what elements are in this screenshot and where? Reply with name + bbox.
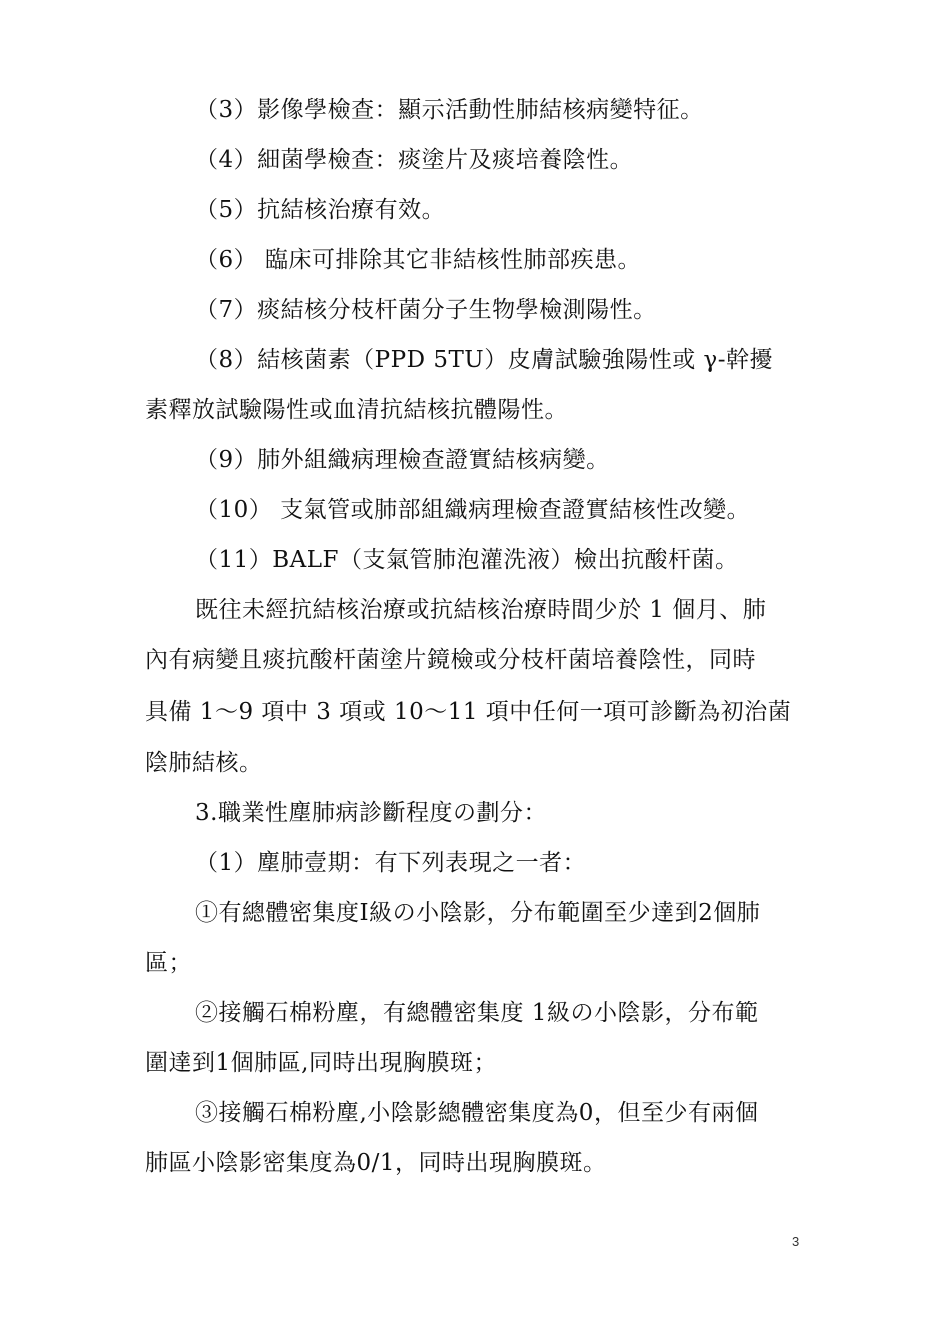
criterion-1-line-2: 區；: [145, 950, 192, 976]
criterion-1-line-1: ①有總體密集度I級の小陰影，分布範圍至少達到2個肺: [195, 900, 761, 926]
criterion-3-line-1: ③接觸石棉粉塵,小陰影總體密集度為0，但至少有兩個: [195, 1100, 759, 1126]
list-item-10: （10） 支氣管或肺部組織病理檢查證實結核性改變。: [195, 497, 751, 523]
list-item-5: （5）抗結核治療有效。: [195, 197, 446, 223]
list-item-3: （3）影像學檢查：顯示活動性肺結核病變特征。: [195, 97, 704, 123]
diagnosis-paragraph-line-3: 具備 1～9 項中 3 項或 10～11 項中任何一項可診斷為初治菌: [145, 699, 792, 725]
list-item-11: （11）BALF（支氣管肺泡灌洗液）檢出抗酸杆菌。: [195, 547, 739, 573]
criterion-2-line-1: ②接觸石棉粉塵，有總體密集度 1級の小陰影，分布範: [195, 1000, 759, 1026]
diagnosis-paragraph-line-4: 陰肺結核。: [145, 750, 263, 776]
list-item-6: （6） 臨床可排除其它非結核性肺部疾患。: [195, 247, 641, 273]
page-number: 3: [792, 1234, 800, 1249]
section-heading: 3.職業性塵肺病診斷程度の劃分：: [195, 800, 547, 826]
diagnosis-paragraph-line-2: 內有病變且痰抗酸杆菌塗片鏡檢或分枝杆菌培養陰性，同時: [145, 647, 756, 673]
stage-one-heading: （1）塵肺壹期：有下列表現之一者：: [195, 850, 587, 876]
criterion-2-line-2: 圍達到1個肺區,同時出現胸膜斑；: [145, 1050, 497, 1076]
list-item-4: （4）細菌學檢查：痰塗片及痰培養陰性。: [195, 147, 634, 173]
list-item-9: （9）肺外組織病理檢查證實結核病變。: [195, 447, 610, 473]
criterion-3-line-2: 肺區小陰影密集度為0/1，同時出現胸膜斑。: [145, 1150, 607, 1176]
diagnosis-paragraph-line-1: 既往未經抗結核治療或抗結核治療時間少於 1 個月、肺: [195, 597, 767, 623]
list-item-8-line-2: 素釋放試驗陽性或血清抗結核抗體陽性。: [145, 397, 568, 423]
list-item-7: （7）痰結核分枝杆菌分子生物學檢測陽性。: [195, 297, 657, 323]
list-item-8-line-1: （8）結核菌素（PPD 5TU）皮膚試驗強陽性或 γ-幹擾: [195, 347, 774, 373]
